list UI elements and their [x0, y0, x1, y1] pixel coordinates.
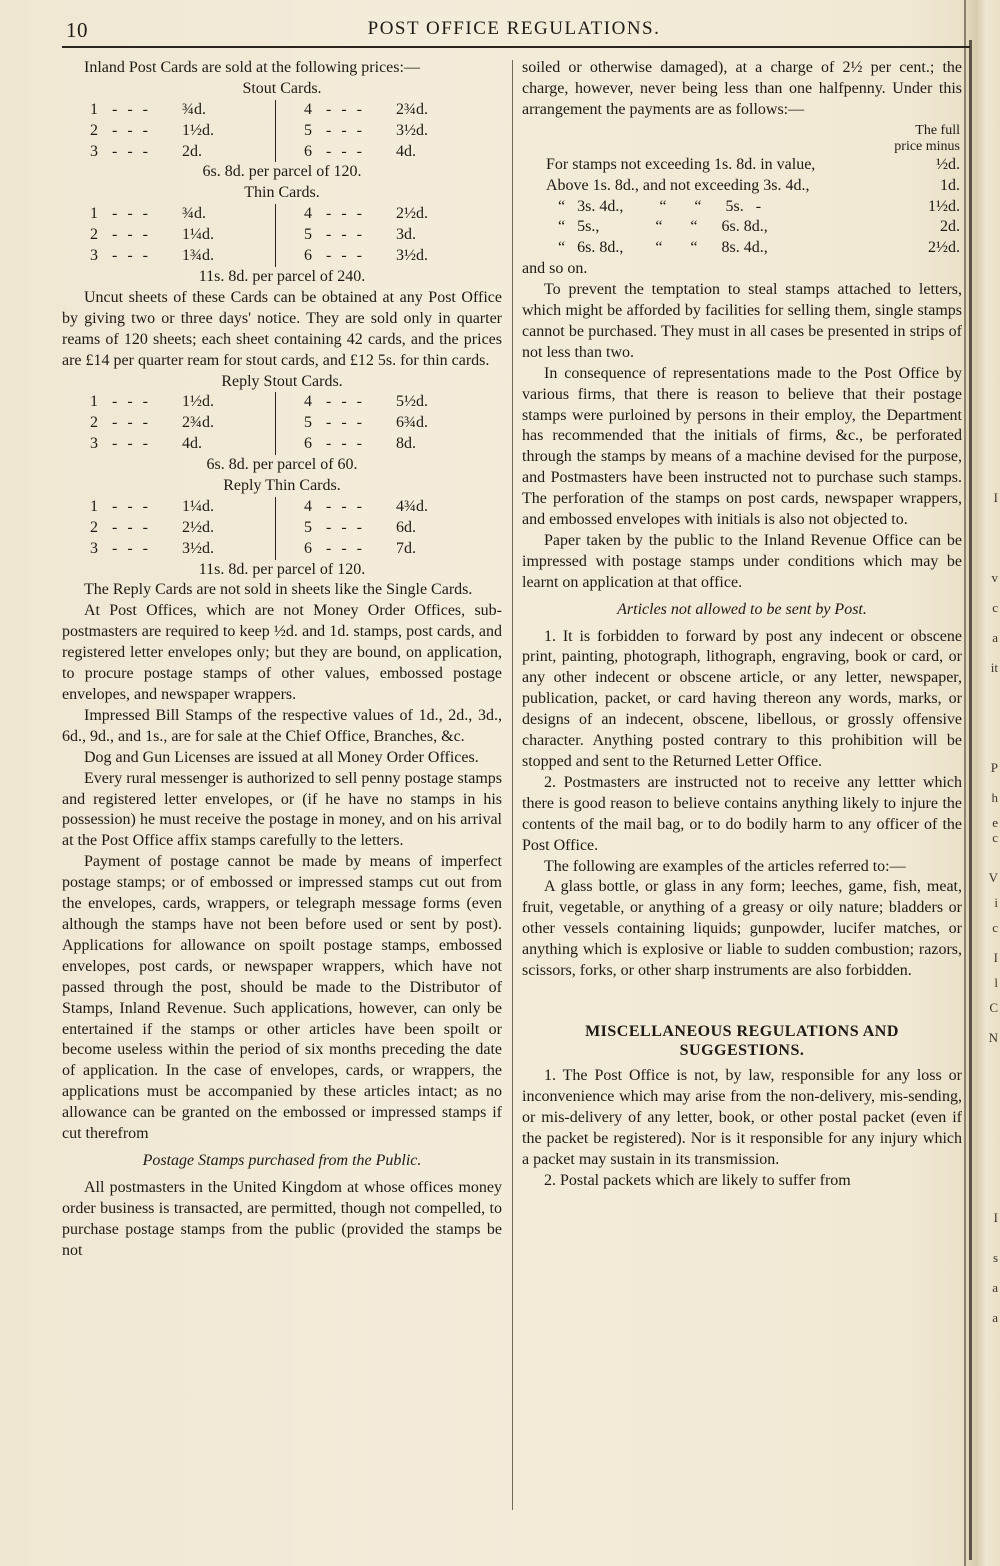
quantity: 2: [90, 518, 98, 536]
payment-postage-paragraph: Payment of postage cannot be made by means of imperfect postage stamps; or of embossed or impressed stamps cut out from the envelopes, cards, wrappers, or telegraph message forms (even although the stamps have not been before used or sent by post). Applications for allowance on spoilt postage stamps, embossed envelopes, post cards, or newspaper wrappers, which have not passed through the post, should be made to the Distributor of Stamps, Inland Revenue. Such applications, however, can only be entertained if the stamps or other articles have been spoilt or become useless within the period of six months preceding the date of application. In the case of envelopes, cards, or wrappers, the applications must be accompanied by these articles intact; as no allowance can be granted on the embossed or impressed stamps if cut therefrom: [62, 853, 502, 1143]
price-cell: [276, 497, 476, 518]
price-cell: [90, 204, 276, 225]
table-title: Reply Stout Cards.: [221, 372, 343, 390]
edge-letter: C: [989, 1000, 998, 1015]
rate-rows: [522, 155, 962, 259]
quantity: 4: [304, 393, 312, 411]
price-cell: [90, 497, 276, 518]
quantity: 2: [90, 414, 98, 432]
rate-row: [522, 176, 962, 197]
leader-dashes: - - -: [112, 393, 151, 411]
price: 7d.: [396, 539, 416, 557]
price: 3d.: [396, 226, 416, 244]
price-grid: [90, 204, 502, 267]
price-cell: [90, 142, 276, 163]
misc-regulation-2: 2. Postal packets which are likely to suffer from: [544, 1171, 851, 1189]
rural-messenger-paragraph: Every rural messenger is authorized to sell penny postage stamps and registered letter envelopes, or (if he have no stamps in his possession) he must receive the postage in money, and on his arrival at the Post Office affix stamps carefully to the letters.: [62, 769, 502, 850]
misc-regulations-heading: MISCELLANEOUS REGULATIONS AND SUGGESTIONS.: [585, 1022, 899, 1059]
uncut-sheets-paragraph: Uncut sheets of these Cards can be obtained at any Post Office by giving two or three days' notice. They are sold only in quarter reams of 120 sheets; each sheet containing 42 cards, and the prices are £14 per quarter ream for stout cards, and £12 5s. for thin cards.: [62, 288, 502, 369]
price: 1½d.: [182, 393, 214, 411]
rate-row: [522, 217, 962, 238]
examples-intro: The following are examples of the articles referred to:—: [544, 857, 906, 875]
price: 2¾d.: [182, 414, 214, 432]
leader-dashes: - - -: [112, 121, 151, 139]
quantity: 5: [304, 414, 312, 432]
edge-letter: a: [992, 1280, 998, 1295]
rate-description: Above 1s. 8d., and not exceeding 3s. 4d.,: [546, 176, 810, 194]
rate-value: 1d.: [940, 176, 960, 194]
price: ¾d.: [182, 100, 206, 118]
temptation-paragraph: To prevent the temptation to steal stamps attached to letters, which might be afforded by facilities for selling them, single stamps cannot be purchased. They must in all cases be presented in strips of not less than two.: [522, 281, 962, 361]
price: 1½d.: [182, 121, 214, 139]
post-offices-paragraph: At Post Offices, which are not Money Order Offices, sub-postmasters are required to keep ½d. and 1d. stamps, post cards, and registered letter envelopes only; but they are bound, on application, to procure postage stamps of other values, embossed postage envelopes, and newspaper wrappers.: [62, 602, 502, 703]
price-cell: [276, 121, 476, 142]
edge-letter: V: [988, 870, 998, 885]
price-cell: [90, 518, 276, 539]
price-cell: [276, 413, 476, 434]
quantity: 3: [90, 247, 98, 265]
edge-letter: I: [993, 950, 998, 965]
right-column: [522, 58, 962, 1191]
leader-dashes: - - -: [112, 142, 151, 160]
price: 2¾d.: [396, 100, 428, 118]
price-cell: [276, 225, 476, 246]
running-header: [66, 18, 962, 42]
edge-letter: l: [994, 975, 998, 990]
quantity: 6: [304, 435, 312, 453]
rate-header-line: The full: [915, 122, 960, 138]
quantity: 1: [90, 497, 98, 515]
price-table-reply-stout: [62, 372, 502, 476]
leader-dashes: - - -: [326, 497, 365, 515]
edge-letter: it: [990, 660, 998, 675]
edge-letter: a: [992, 630, 998, 645]
price-cell: [276, 518, 476, 539]
rate-row: [522, 155, 962, 176]
price: 2½d.: [396, 205, 428, 223]
quantity: 6: [304, 539, 312, 557]
rate-value: 2d.: [940, 218, 960, 236]
page-binding-shadow: [969, 40, 972, 1560]
article-rule-2: 2. Postmasters are instructed not to receive any lettter which there is good reason to believe contains anything likely to injure the contents of the mail bag, or to do bodily harm to any officer of the Post Office.: [522, 773, 962, 854]
quantity: 3: [90, 435, 98, 453]
rate-description: “ 5s., “ “ 6s. 8d.,: [546, 218, 768, 236]
quantity: 2: [90, 121, 98, 139]
price-grid: [90, 392, 502, 455]
table-footer: 6s. 8d. per parcel of 60.: [206, 456, 358, 474]
price: 3½d.: [396, 121, 428, 139]
column-divider: [512, 60, 513, 1510]
header-rule: [62, 46, 970, 48]
quantity: 1: [90, 100, 98, 118]
quantity: 5: [304, 518, 312, 536]
quantity: 5: [304, 121, 312, 139]
edge-letter: h: [991, 790, 998, 805]
quantity: 1: [90, 205, 98, 223]
price: 4d.: [182, 435, 202, 453]
price: 4¾d.: [396, 497, 428, 515]
rate-row: [522, 197, 962, 218]
facing-page-text-fragments: [984, 0, 998, 1566]
rate-value: 1½d.: [928, 197, 960, 215]
running-title: POST OFFICE REGULATIONS.: [367, 18, 661, 39]
quantity: 3: [90, 142, 98, 160]
edge-letter: P: [990, 760, 998, 775]
rate-description: “ 3s. 4d., “ “ 5s. -: [546, 197, 762, 215]
price-cell: [90, 413, 276, 434]
price: 8d.: [396, 435, 416, 453]
rate-value: 2½d.: [928, 239, 960, 257]
reply-cards-paragraph: The Reply Cards are not sold in sheets like the Single Cards.: [84, 581, 473, 599]
price: 5½d.: [396, 393, 428, 411]
leader-dashes: - - -: [326, 539, 365, 557]
leader-dashes: - - -: [112, 518, 151, 536]
price-table-stout: [62, 79, 502, 183]
quantity: 1: [90, 393, 98, 411]
examples-list: A glass bottle, or glass in any form; leeches, game, fish, meat, fruit, vegetable, or anything of a greasy or oily nature; bladders or other vessels containing liquids; gunpowder, lucifer matches, or anything which is explosive or liable to sudden combustion; razors, scissors, forks, or other sharp instruments are also forbidden.: [522, 878, 962, 980]
leader-dashes: - - -: [326, 414, 365, 432]
leader-dashes: - - -: [112, 247, 151, 265]
leader-dashes: - - -: [112, 100, 151, 118]
leader-dashes: - - -: [112, 205, 151, 223]
leader-dashes: - - -: [112, 226, 151, 244]
quantity: 4: [304, 100, 312, 118]
leader-dashes: - - -: [326, 518, 365, 536]
leader-dashes: - - -: [326, 205, 365, 223]
leader-dashes: - - -: [326, 121, 365, 139]
rate-header-line: price minus: [894, 138, 960, 154]
edge-letter: c: [992, 920, 998, 935]
price: 3½d.: [396, 247, 428, 265]
inland-revenue-paper-paragraph: Paper taken by the public to the Inland Revenue Office can be impressed with postage stamps under conditions which may be learnt on application at that office.: [522, 531, 962, 591]
price-cell: [276, 246, 476, 267]
leader-dashes: - - -: [326, 142, 365, 160]
leader-dashes: - - -: [326, 393, 365, 411]
rate-value: ½d.: [936, 155, 960, 173]
edge-letter: e: [992, 815, 998, 830]
price-cell: [90, 121, 276, 142]
price-cell: [90, 246, 276, 267]
table-footer: 11s. 8d. per parcel of 120.: [198, 560, 366, 578]
subheading-articles: Articles not allowed to be sent by Post.: [617, 600, 867, 618]
price-cell: [276, 392, 476, 413]
edge-letter: I: [993, 490, 998, 505]
bill-stamps-paragraph: Impressed Bill Stamps of the respective values of 1d., 2d., 3d., 6d., 9d., and 1s., are for sale at the Chief Office, Branches, &c.: [62, 706, 502, 745]
price: ¾d.: [182, 205, 206, 223]
price: 1¼d.: [182, 497, 214, 515]
leader-dashes: - - -: [326, 435, 365, 453]
price-cell: [90, 392, 276, 413]
price: 4d.: [396, 142, 416, 160]
price: 3½d.: [182, 539, 214, 557]
table-title: Thin Cards.: [244, 184, 320, 202]
quantity: 6: [304, 142, 312, 160]
quantity: 4: [304, 497, 312, 515]
price-table-thin: [62, 183, 502, 287]
price-cell: [276, 539, 476, 560]
price: 1¾d.: [182, 247, 214, 265]
rate-table: [522, 123, 962, 259]
and-so-on: and so on.: [522, 260, 588, 278]
table-title: Stout Cards.: [242, 79, 322, 97]
leader-dashes: - - -: [326, 100, 365, 118]
intro-paragraph: Inland Post Cards are sold at the following prices:—: [84, 59, 420, 76]
price-cell: [276, 142, 476, 163]
quantity: 2: [90, 226, 98, 244]
quantity: 3: [90, 539, 98, 557]
price-grid: [90, 497, 502, 560]
price: 6¾d.: [396, 414, 428, 432]
table-footer: 11s. 8d. per parcel of 240.: [198, 267, 366, 285]
price-cell: [90, 434, 276, 455]
edge-letter: N: [988, 1030, 998, 1045]
misc-regulation-1: 1. The Post Office is not, by law, responsible for any loss or inconvenience which may arise from the non-delivery, mis-sending, or mis-delivery of any letter, book, or other postal packet (even if the packet be registered). Nor is it responsible for any injury which a packet may sustain in its transmission.: [522, 1066, 962, 1168]
price: 6d.: [396, 518, 416, 536]
rate-header: [522, 123, 962, 155]
soiled-paragraph: soiled or otherwise damaged), at a charge of 2½ per cent.; the charge, however, never being less than one halfpenny. Under this arrangement the payments are as follows:—: [522, 59, 962, 118]
table-title: Reply Thin Cards.: [223, 476, 341, 494]
price: 2d.: [182, 142, 202, 160]
rate-description: For stamps not exceeding 1s. 8d. in value,: [546, 155, 816, 173]
edge-letter: i: [994, 895, 998, 910]
price-table-reply-thin: [62, 476, 502, 580]
leader-dashes: - - -: [112, 435, 151, 453]
quantity: 4: [304, 205, 312, 223]
price-cell: [276, 434, 476, 455]
subheading-purchased: Postage Stamps purchased from the Public.: [142, 1151, 422, 1169]
left-column: [62, 58, 502, 1261]
quantity: 5: [304, 226, 312, 244]
edge-letter: c: [992, 830, 998, 845]
page-number: 10: [66, 18, 88, 42]
leader-dashes: - - -: [326, 226, 365, 244]
price: 1¼d.: [182, 226, 214, 244]
rate-row: [522, 238, 962, 259]
edge-letter: I: [993, 1210, 998, 1225]
price-cell: [276, 204, 476, 225]
price-cell: [90, 100, 276, 121]
quantity: 6: [304, 247, 312, 265]
article-rule-1: 1. It is forbidden to forward by post any indecent or obscene print, painting, photograph, lithograph, engraving, book or card, or any other indecent or obscene article, or any letter, newspaper, publication, packet, or card having thereon any words, marks, or designs of an indecent, obscene, libellous, or grossly offensive character. Anything posted contrary to this prohibition will be stopped and sent to the Returned Letter Office.: [522, 627, 962, 771]
leader-dashes: - - -: [112, 497, 151, 515]
leader-dashes: - - -: [112, 539, 151, 557]
leader-dashes: - - -: [326, 247, 365, 265]
edge-letter: c: [992, 600, 998, 615]
rate-description: “ 6s. 8d., “ “ 8s. 4d.,: [546, 239, 768, 257]
price: 2½d.: [182, 518, 214, 536]
price-cell: [90, 539, 276, 560]
price-cell: [276, 100, 476, 121]
postmasters-paragraph: All postmasters in the United Kingdom at whose offices money order business is transacted, are permitted, though not compelled, to purchase postage stamps from the public (provided the stamps be not: [62, 1178, 502, 1259]
edge-letter: s: [992, 1250, 998, 1265]
edge-letter: v: [991, 570, 998, 585]
leader-dashes: - - -: [112, 414, 151, 432]
edge-letter: a: [992, 1310, 998, 1325]
firms-paragraph: In consequence of representations made to the Post Office by various firms, that there is reason to believe that their postage stamps were purloined by persons in their employ, the Department has recommended that the initials of firms, &c., be perforated through the stamps by means of a machine devised for the purpose, and Postmasters have been instructed not to purchase such stamps. The perforation of the stamps on post cards, newspaper wrappers, and embossed envelopes with initials is also not objected to.: [522, 364, 962, 529]
price-cell: [90, 225, 276, 246]
dog-gun-licenses-paragraph: Dog and Gun Licenses are issued at all Money Order Offices.: [84, 748, 479, 766]
price-grid: [90, 100, 502, 163]
table-footer: 6s. 8d. per parcel of 120.: [202, 163, 362, 181]
